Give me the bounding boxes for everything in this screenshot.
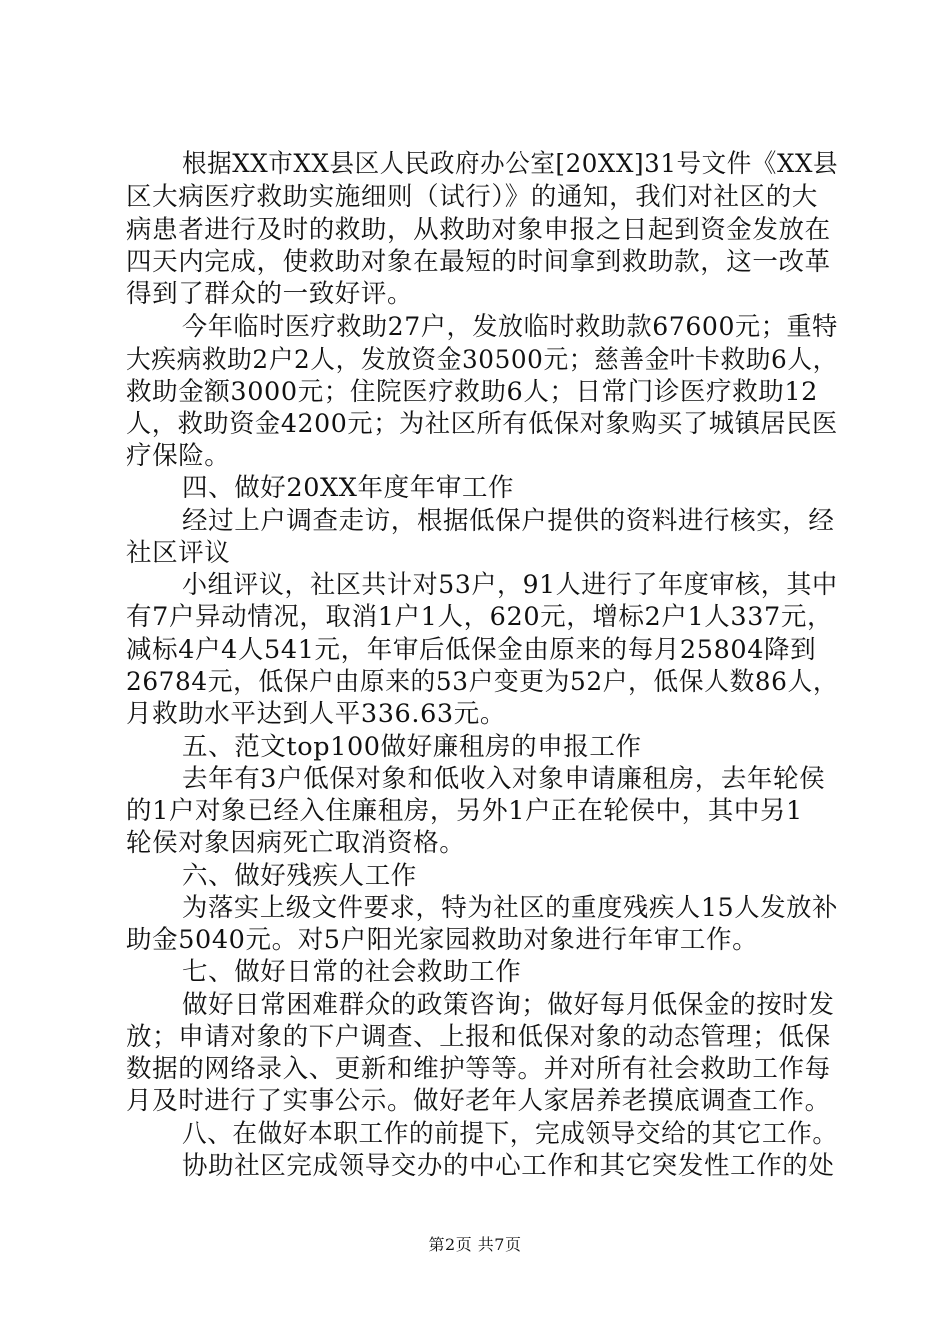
- text-line: 为落实上级文件要求，特为社区的重度残疾人15人发放补: [182, 892, 839, 923]
- section-heading: 四、做好20XX年度年审工作: [182, 472, 515, 503]
- text-line: 有7户异动情况，取消1户1人，620元，增标2户1人337元，: [126, 601, 834, 632]
- text-line: 小组评议，社区共计对53户，91人进行了年度审核，其中: [182, 569, 838, 600]
- text-line: 大疾病救助2户2人，发放资金30500元；慈善金叶卡救助6人，: [126, 344, 838, 375]
- text-line: 月及时进行了实事公示。做好老年人家居养老摸底调查工作。: [126, 1086, 831, 1117]
- text-line: 26784元，低保户由原来的53户变更为52户，低保人数86人，: [126, 666, 839, 697]
- text-line: 月救助水平达到人平336.63元。: [126, 698, 506, 729]
- text-line: 的1户对象已经入住廉租房，另外1户正在轮侯中，其中另1: [126, 795, 803, 826]
- text-line: 做好日常困难群众的政策咨询；做好每月低保金的按时发: [182, 989, 835, 1020]
- text-line: 去年有3户低保对象和低收入对象申请廉租房，去年轮侯: [182, 763, 826, 794]
- text-line: 数据的网络录入、更新和维护等等。并对所有社会救助工作每: [126, 1054, 831, 1084]
- text-line: 轮侯对象因病死亡取消资格。: [126, 827, 466, 858]
- text-line: 救助金额3000元；住院医疗救助6人；日常门诊医疗救助12: [126, 376, 818, 407]
- text-line: 今年临时医疗救助27户，发放临时救助款67600元；重特: [182, 311, 838, 342]
- text-line: 区大病医疗救助实施细则（试行）》的通知，我们对社区的大: [126, 181, 818, 212]
- page-footer: 第2页 共7页: [428, 1235, 522, 1254]
- section-heading: 五、范文top100做好廉租房的申报工作: [182, 731, 642, 762]
- text-line: 放；申请对象的下户调查、上报和低保对象的动态管理；低保: [126, 1021, 831, 1052]
- text-line: 减标4户4人541元，年审后低保金由原来的每月25804降到: [126, 634, 817, 665]
- section-heading: 八、在做好本职工作的前提下，完成领导交给的其它工作。: [182, 1118, 838, 1149]
- text-line: 四天内完成，使救助对象在最短的时间拿到救助款，这一改革: [126, 246, 831, 277]
- text-line: 得到了群众的一致好评。: [126, 278, 414, 309]
- text-line: 协助社区完成领导交办的中心工作和其它突发性工作的处: [182, 1151, 835, 1181]
- section-heading: 七、做好日常的社会救助工作: [182, 957, 522, 987]
- text-line: 人，救助资金4200元；为社区所有低保对象购买了城镇居民医: [126, 408, 838, 439]
- text-line: 病患者进行及时的救助，从救助对象申报之日起到资金发放在: [126, 214, 831, 245]
- section-heading: 六、做好残疾人工作: [182, 860, 417, 891]
- text-line: 根据XX市XX县区人民政府办公室[20XX]31号文件《XX县: [182, 149, 839, 179]
- text-line: 助金5040元。对5户阳光家园救助对象进行年审工作。: [126, 924, 759, 955]
- text-line: 经过上户调查走访，根据低保户提供的资料进行核实，经: [182, 505, 835, 536]
- text-line: 社区评议: [126, 537, 231, 568]
- text-line: 疗保险。: [126, 440, 231, 471]
